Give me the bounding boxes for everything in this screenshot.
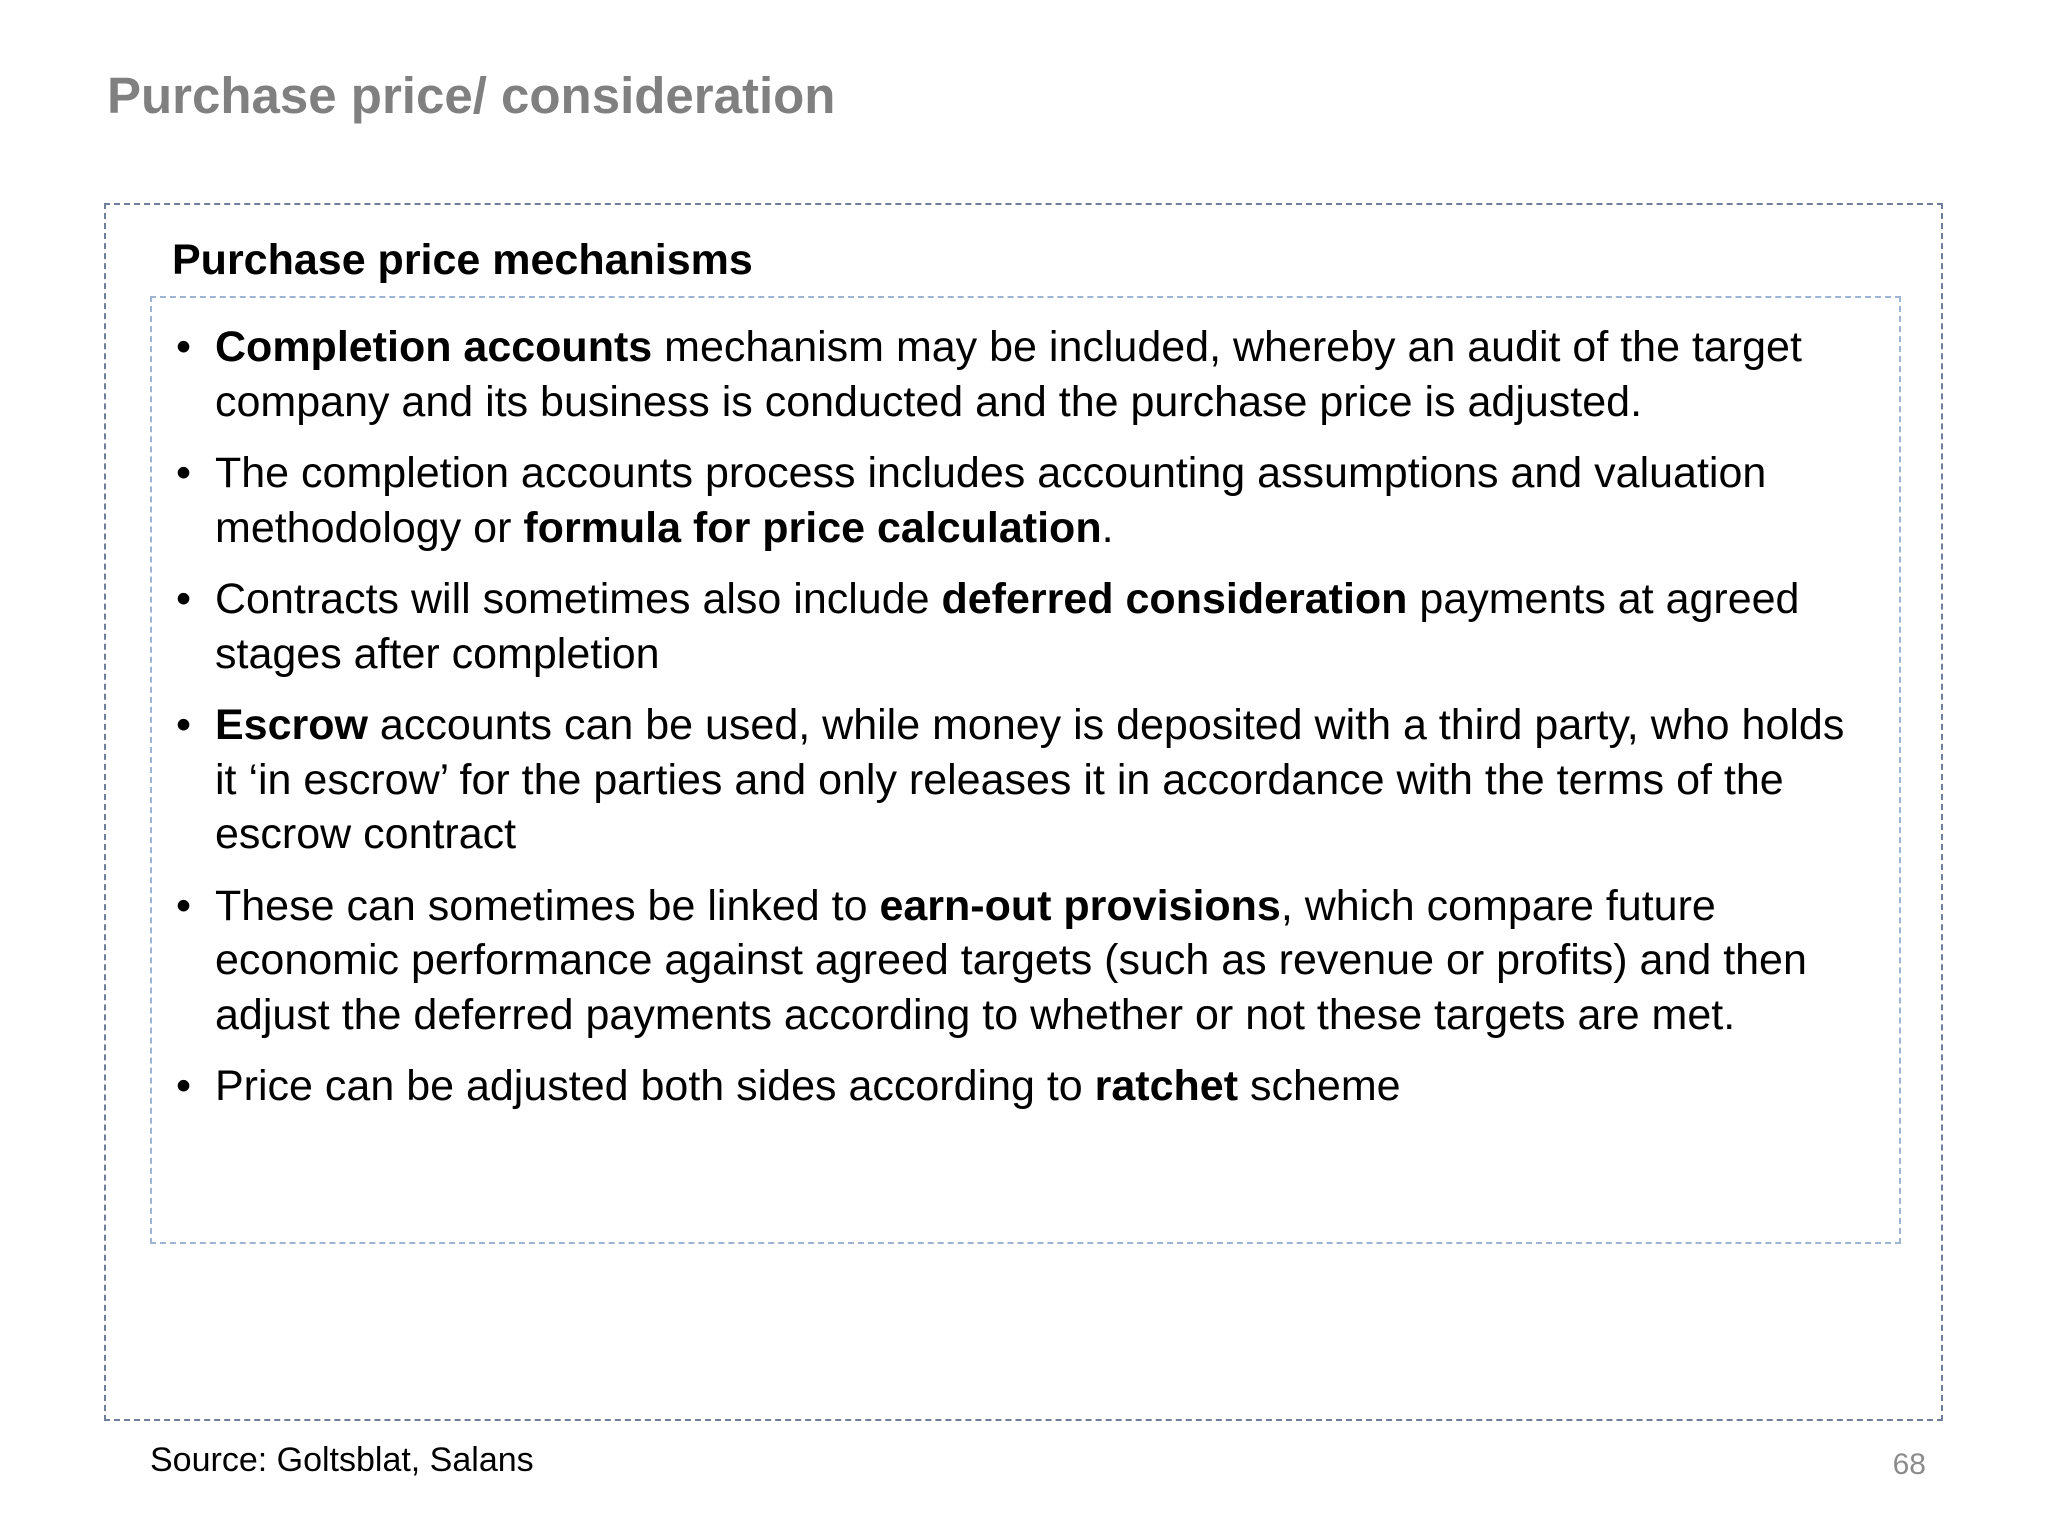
bullet-text: The completion accounts process includes accounting assumptions and valuation methodology or xyxy=(215,449,1767,552)
bullet-item-deferred-consideration xyxy=(176,572,1876,681)
bullet-item-earn-out xyxy=(176,879,1876,1043)
bullet-text: . xyxy=(1101,503,1114,552)
bullet-marker: • xyxy=(176,449,192,497)
bullet-marker: • xyxy=(176,323,192,371)
bullet-text: , which compare future economic performance against agreed targets (such as revenue or profits) and then adjust the deferred payments according to whether or not these targets are met. xyxy=(215,881,1807,1039)
bold-term: deferred consideration xyxy=(941,575,1408,623)
slide-title: Purchase price/ consideration xyxy=(107,67,836,124)
bullet-marker: • xyxy=(176,701,192,749)
bullet-text: scheme xyxy=(1238,1062,1401,1110)
page-number: 68 xyxy=(1892,1448,1926,1481)
bullet-marker: • xyxy=(176,575,192,623)
bullet-text: These can sometimes be linked to xyxy=(215,881,880,930)
bold-term: Escrow xyxy=(215,701,368,749)
source-note: Source: Goltsblat, Salans xyxy=(150,1441,534,1479)
bold-term: earn-out provisions xyxy=(879,881,1281,930)
bullet-marker: • xyxy=(176,881,192,930)
bullet-item-completion-process xyxy=(176,446,1876,555)
bullet-item-ratchet xyxy=(176,1059,1876,1114)
bullet-marker: • xyxy=(176,1062,192,1110)
bullet-item-escrow xyxy=(176,698,1876,862)
bullet-text: Contracts will sometimes also include xyxy=(215,575,942,623)
bold-term: Completion accounts xyxy=(215,323,653,371)
bullet-item-completion-accounts xyxy=(176,320,1876,429)
bold-term: formula for price calculation xyxy=(523,503,1102,552)
bullet-text: accounts can be used, while money is deposited with a third party, who holds it ‘in escrow’ for the parties and only releases it in accordance with the terms of the escrow contract xyxy=(215,701,1845,858)
section-heading: Purchase price mechanisms xyxy=(172,236,753,284)
bullet-list xyxy=(176,320,1876,1131)
bullet-text: mechanism may be included, whereby an audit of the target company and its business is conducted and the purchase price is adjusted. xyxy=(215,323,1802,426)
bullet-text: payments at agreed stages after completion xyxy=(215,575,1800,678)
bullet-text: Price can be adjusted both sides according to xyxy=(215,1062,1095,1110)
bold-term: ratchet xyxy=(1094,1062,1239,1110)
